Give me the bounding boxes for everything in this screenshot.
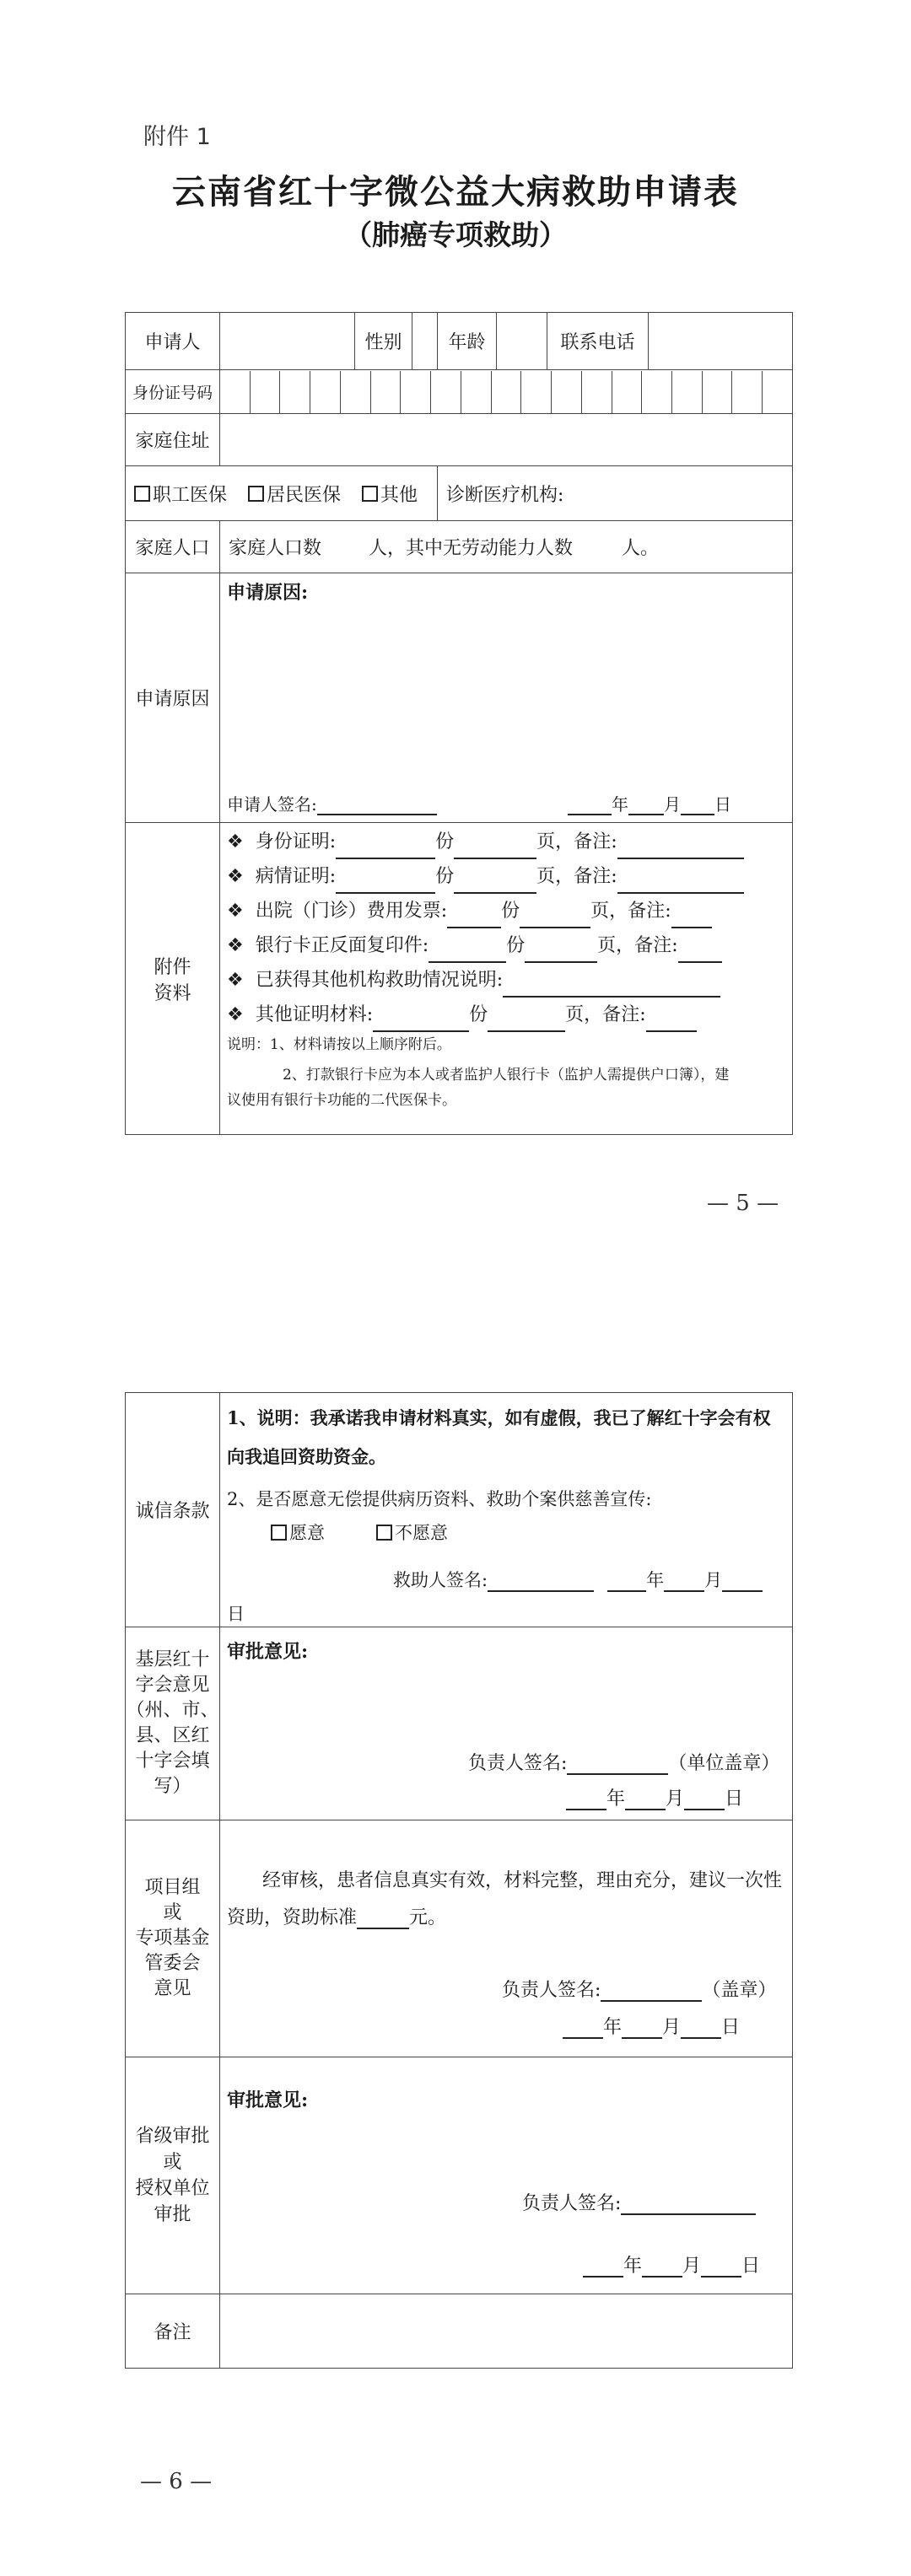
recipient-date-day: 日: [227, 1604, 245, 1624]
attachment-label: 附件 1: [143, 124, 211, 150]
grassroots-date-line: 年 月 日: [566, 1784, 743, 1810]
project-group-label: 项目组 或 专项基金 管委会 意见: [126, 1820, 220, 2057]
family-text: 家庭人口数 人，其中无劳动能力人数 人。: [220, 521, 793, 573]
id-number-grid[interactable]: [220, 370, 793, 414]
address-value[interactable]: [220, 414, 793, 466]
applicant-date-line: 年 月 日: [568, 791, 731, 815]
note-2a: 2、打款银行卡应为本人或者监护人银行卡（监护人需提供户口簿），建: [283, 1067, 730, 1084]
provincial-label: 省级审批 或 授权单位 审批: [126, 2057, 220, 2294]
attachments-cell[interactable]: [220, 823, 793, 1135]
reason-cell[interactable]: [220, 573, 793, 823]
attach-item-other-docs: ❖ 其他证明材料: 份 页，备注:: [227, 998, 785, 1032]
attach-item-id: ❖ 身份证明: 份 页，备注:: [227, 825, 785, 859]
page-number-6: — 6 —: [140, 2469, 213, 2494]
provincial-opinion-cell[interactable]: [220, 2057, 793, 2294]
checkbox-icon: [248, 486, 264, 502]
insurance-options: [126, 466, 438, 521]
applicant-value[interactable]: [220, 313, 355, 370]
gender-label: 性别: [355, 313, 412, 370]
application-form-table-page1: [125, 312, 793, 1135]
insurance-other-checkbox[interactable]: 其他: [362, 485, 418, 506]
form-title: 云南省红十字微公益大病救助申请表: [172, 172, 739, 212]
diamond-bullet-icon: ❖: [227, 831, 244, 852]
checkbox-icon: [271, 1525, 287, 1541]
attach-item-other-aid: ❖ 已获得其他机构救助情况说明:: [227, 963, 785, 998]
attach-item-invoice: ❖ 出院（门诊）费用发票: 份 页，备注:: [227, 894, 785, 928]
diamond-bullet-icon: ❖: [227, 901, 244, 922]
form-subtitle: （肺癌专项救助）: [344, 218, 567, 251]
attach-item-bank: ❖ 银行卡正反面复印件: 份 页，备注:: [227, 928, 785, 963]
reason-label: 申请原因: [126, 573, 220, 823]
project-group-opinion-cell[interactable]: [220, 1820, 793, 2057]
grassroots-opinion-cell[interactable]: [220, 1627, 793, 1820]
applicant-label: 申请人: [126, 313, 220, 370]
project-signature-line: 负责人签名: （盖章）: [502, 1980, 777, 2001]
age-label: 年龄: [438, 313, 497, 370]
gender-value[interactable]: [412, 313, 438, 370]
integrity-label: 诚信条款: [126, 1393, 220, 1627]
family-label: 家庭人口: [126, 521, 220, 573]
id-number-label: 身份证号码: [126, 370, 220, 414]
unwilling-checkbox[interactable]: 不愿意: [376, 1519, 448, 1545]
diamond-bullet-icon: ❖: [227, 935, 244, 956]
phone-label: 联系电话: [547, 313, 649, 370]
note-2b: 议使用有银行卡功能的二代医保卡。: [227, 1092, 456, 1109]
institution-label: 诊断医疗机构:: [446, 484, 564, 506]
age-value[interactable]: [497, 313, 547, 370]
grassroots-signature-line: 负责人签名: （单位盖章）: [468, 1753, 780, 1774]
page-number-5: — 5 —: [707, 1191, 779, 1216]
provincial-signature-line: 负责人签名:: [522, 2189, 756, 2215]
grassroots-approval-heading: 审批意见:: [227, 1641, 309, 1663]
note-1: 说明：1、材料请按以上顺序附后。: [227, 1036, 451, 1053]
attachments-label: 附件 资料: [126, 823, 220, 1135]
remarks-label: 备注: [126, 2294, 220, 2369]
address-label: 家庭住址: [126, 414, 220, 466]
application-form-table-page2: [125, 1392, 793, 2369]
diamond-bullet-icon: ❖: [227, 970, 244, 991]
provincial-date-line: 年 月 日: [583, 2251, 760, 2278]
integrity-statement-1b: 向我追回资助资金。: [227, 1446, 386, 1467]
project-review-text-1: 经审核，患者信息真实有效，材料完整，理由充分，建议一次性: [262, 1870, 783, 1891]
checkbox-icon: [376, 1525, 392, 1541]
recipient-signature-line: 救助人签名: 年 月: [393, 1567, 763, 1592]
phone-value[interactable]: [649, 313, 793, 370]
grassroots-label: 基层红十 字会意见 （州、市、 县、区红 十字会填 写）: [126, 1627, 220, 1820]
diamond-bullet-icon: ❖: [227, 1004, 244, 1025]
remarks-value[interactable]: [220, 2294, 793, 2369]
checkbox-icon: [362, 486, 378, 502]
applicant-signature-line: 申请人签名:: [227, 791, 437, 815]
diamond-bullet-icon: ❖: [227, 866, 244, 887]
project-review-text-2: 资助，资助标准 元。: [227, 1907, 447, 1928]
provincial-approval-heading: 审批意见:: [227, 2089, 309, 2111]
integrity-cell: [220, 1393, 793, 1627]
project-date-line: 年 月 日: [563, 2013, 740, 2039]
willing-checkbox[interactable]: 愿意: [271, 1519, 325, 1545]
checkbox-icon: [134, 486, 150, 502]
institution-cell[interactable]: [438, 466, 793, 521]
integrity-statement-2: 2、是否愿意无偿提供病历资料、救助个案供慈善宣传:: [227, 1489, 652, 1509]
integrity-statement-1: 1、说明：我承诺我申请材料真实，如有虚假，我已了解红十字会有权: [227, 1407, 771, 1428]
insurance-resident-checkbox[interactable]: 居民医保: [248, 485, 341, 506]
reason-heading: 申请原因:: [227, 582, 309, 604]
insurance-employee-checkbox[interactable]: 职工医保: [134, 485, 227, 506]
attach-item-illness: ❖ 病情证明: 份 页，备注:: [227, 859, 785, 894]
